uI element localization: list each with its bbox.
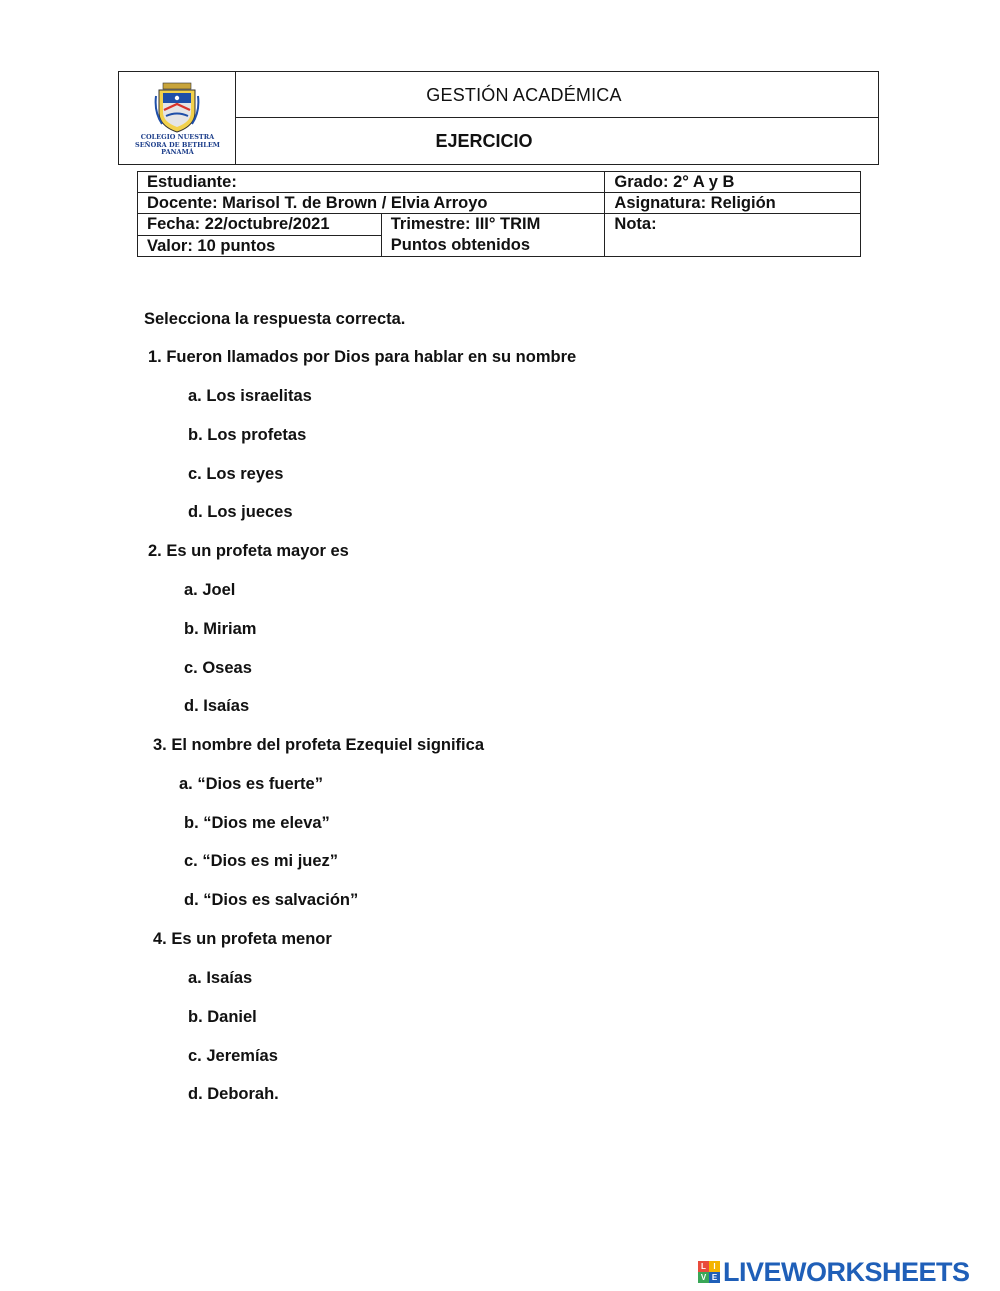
liveworksheets-grid-icon	[698, 1261, 720, 1283]
estudiante-field[interactable]: Estudiante:	[138, 172, 605, 193]
puntos-obtenidos-field[interactable]: Puntos obtenidos	[381, 235, 605, 257]
question-3-option-d[interactable]: d. “Dios es salvación”	[184, 891, 359, 909]
table-row	[138, 214, 861, 236]
nota-field[interactable]: Nota:	[605, 214, 861, 257]
question-3-option-c[interactable]: c. “Dios es mi juez”	[184, 852, 339, 870]
asignatura-cell: Asignatura: Religión	[605, 193, 861, 214]
grado-cell: Grado: 2° A y B	[605, 172, 861, 193]
grid-letter: V	[698, 1272, 709, 1283]
question-1: 1. Fueron llamados por Dios para hablar en su nombre	[148, 348, 577, 366]
liveworksheets-logo	[698, 1257, 970, 1287]
question-4-option-c[interactable]: c. Jeremías	[188, 1047, 278, 1065]
question-4-option-b[interactable]: b. Daniel	[188, 1008, 257, 1026]
question-3: 3. El nombre del profeta Ezequiel significa	[153, 736, 484, 754]
valor-cell: Valor: 10 puntos	[138, 235, 382, 257]
school-crest-logo	[154, 82, 200, 134]
question-1-option-c[interactable]: c. Los reyes	[188, 465, 284, 483]
school-name-line: SEÑORA DE BETHLEM	[135, 140, 220, 149]
question-1-option-d[interactable]: d. Los jueces	[188, 503, 293, 521]
header-subtitle: EJERCICIO	[435, 131, 533, 151]
instruction-text: Selecciona la respuesta correcta.	[144, 310, 406, 328]
header-subtitle-cell	[236, 118, 878, 164]
table-row	[138, 193, 861, 214]
docente-cell: Docente: Marisol T. de Brown / Elvia Arroyo	[138, 193, 605, 214]
document-header	[118, 71, 879, 165]
question-1-option-b[interactable]: b. Los profetas	[188, 426, 307, 444]
grid-letter: E	[709, 1272, 720, 1283]
question-2-option-d[interactable]: d. Isaías	[184, 697, 250, 715]
question-2-option-b[interactable]: b. Miriam	[184, 620, 257, 638]
student-info-table	[137, 171, 861, 257]
header-title: GESTIÓN ACADÉMICA	[426, 85, 622, 105]
school-name-line: COLEGIO NUESTRA	[140, 133, 215, 141]
school-logo-cell	[119, 72, 236, 164]
question-4-option-a[interactable]: a. Isaías	[188, 969, 253, 987]
grid-letter: L	[698, 1261, 709, 1272]
fecha-cell: Fecha: 22/octubre/2021	[138, 214, 382, 236]
question-4: 4. Es un profeta menor	[153, 930, 332, 948]
trimestre-cell: Trimestre: III° TRIM	[381, 214, 605, 236]
question-4-option-d[interactable]: d. Deborah.	[188, 1085, 279, 1103]
question-2-option-a[interactable]: a. Joel	[184, 581, 236, 599]
question-3-option-a[interactable]: a. “Dios es fuerte”	[179, 775, 323, 793]
header-title-cell	[236, 72, 878, 118]
liveworksheets-brand: LIVEWORKSHEETS	[723, 1256, 970, 1287]
question-2-option-c[interactable]: c. Oseas	[184, 659, 252, 677]
question-3-option-b[interactable]: b. “Dios me eleva”	[184, 814, 330, 832]
question-2: 2. Es un profeta mayor es	[148, 542, 349, 560]
question-1-option-a[interactable]: a. Los israelitas	[188, 387, 312, 405]
grid-letter: I	[709, 1261, 720, 1272]
table-row	[138, 172, 861, 193]
school-name	[119, 134, 236, 157]
school-name-line: PANAMÁ	[161, 148, 194, 156]
